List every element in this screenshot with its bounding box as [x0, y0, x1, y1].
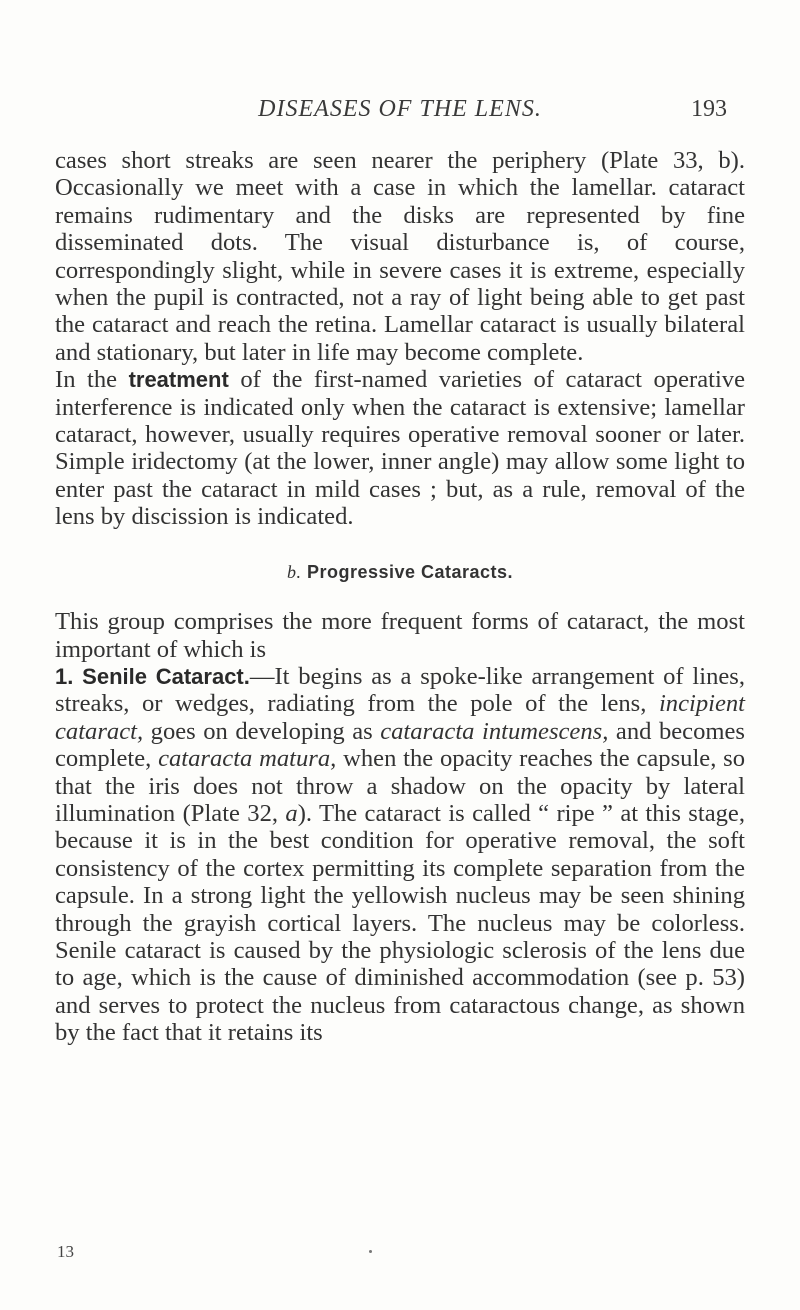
- text-span: goes on developing as: [143, 717, 381, 745]
- text-span: ). The cataract is called “ ripe ” at this stage, because it is in the best condition for operative removal, the soft consistency of the cortex permitting its complete separation from the capsule. In a strong light the yellowish nucleus may be seen shining through the grayish cortical layers. The nucleus may be colorless. Senile cataract is caused by the physiologic sclerosis of the lens due to age, which is the cause of diminished accommodation (see p. 53) and serves to protect the nucleus from cataractous change, as shown by the fact that it retains its: [55, 799, 745, 1047]
- item-number: 1.: [55, 663, 74, 689]
- signature-mark: 13: [57, 1242, 74, 1261]
- paragraph-senile-cataract: [55, 663, 745, 1047]
- text-span: In the: [55, 366, 129, 394]
- italic-term: cataracta matura,: [158, 745, 337, 773]
- treatment-term: treatment: [128, 367, 229, 393]
- italic-term: a: [285, 799, 298, 827]
- running-head: DISEASES OF THE LENS.: [258, 96, 542, 122]
- subheading-letter: b.: [286, 561, 302, 582]
- paragraph-lamellar-continued: cases short streaks are seen nearer the periphery (Plate 33, b). Occasionally we meet with a case in which the lamellar. cataract remains rudimentary and the disks are represented by fine disseminated dots. The visual disturbance is, of course, correspondingly slight, while in severe cases it is extreme, especially when the pupil is contracted, not a ray of light being able to get past the cataract and reach the retina. Lamellar cataract is usually bilateral and stationary, but later in life may become complete.: [55, 147, 745, 366]
- paragraph-treatment: [55, 366, 745, 530]
- page-number: 193: [691, 96, 727, 122]
- text-span: when the opacity reaches the capsule, so that the iris does not throw a shadow on the opacity by lateral illumination (Plate 32,: [55, 745, 746, 827]
- subheading-text: Progressive Cataracts.: [306, 561, 514, 582]
- text-span: —It begins as a spoke-like arrangement of lines, streaks, or wedges, radiating from the pole of the lens,: [55, 662, 746, 718]
- italic-term: incipient cataract,: [55, 690, 745, 745]
- text-span: and becomes complete,: [55, 717, 745, 773]
- section-subheading: [55, 559, 745, 586]
- body-text: [55, 147, 745, 1047]
- senile-cataract-term: Senile Cataract.: [82, 663, 250, 689]
- ink-dot: [369, 1250, 372, 1253]
- italic-term: cataracta intumescens,: [380, 717, 609, 745]
- paragraph-group-intro: This group comprises the more frequent forms of cataract, the most important of which is: [55, 608, 745, 663]
- text-span: of the first-named varieties of cataract operative interference is indicated only when the cataract is extensive; lamellar cataract, however, usually requires operative removal sooner or later. Simple iridectomy (at the lower, inner angle) may allow some light to enter past the cataract in mild cases ; but, as a rule, removal of the lens by discission is indicated.: [55, 366, 745, 531]
